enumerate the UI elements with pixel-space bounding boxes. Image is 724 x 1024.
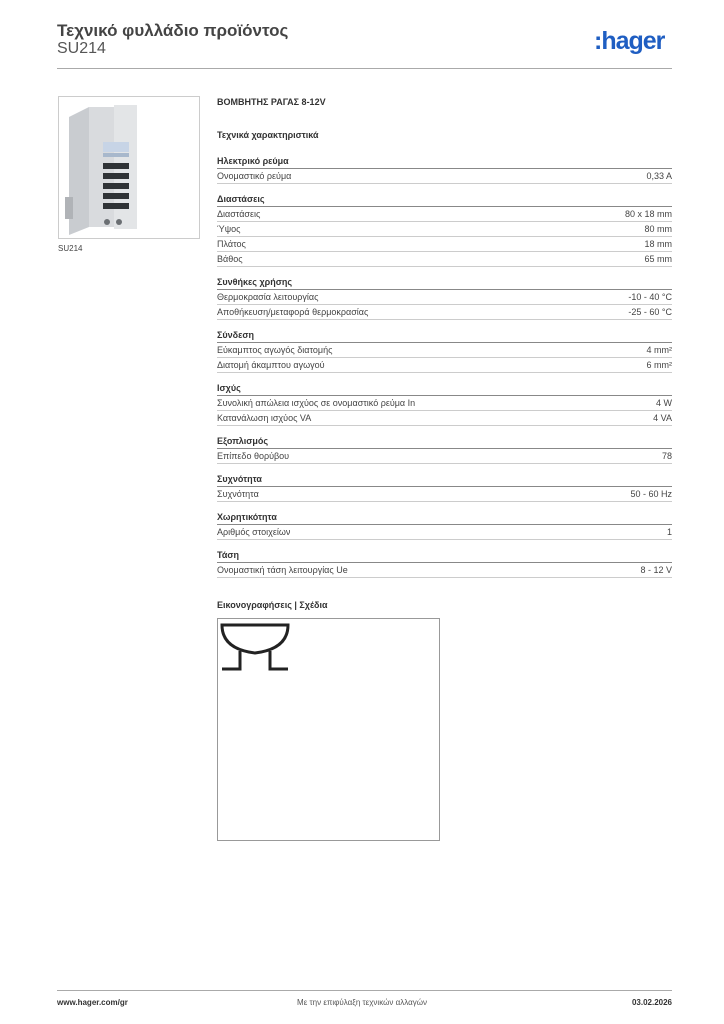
spec-section <box>217 275 672 320</box>
spec-label: Συχνότητα <box>217 489 259 499</box>
footer-website-link[interactable]: www.hager.com/gr <box>57 998 128 1007</box>
image-caption: SU214 <box>58 244 83 253</box>
spec-section-heading: Ηλεκτρικό ρεύμα <box>217 154 672 169</box>
spec-row <box>217 305 672 320</box>
spec-value: -10 - 40 °C <box>628 292 672 302</box>
spec-label: Πλάτος <box>217 239 246 249</box>
spec-label: Θερμοκρασία λειτουργίας <box>217 292 319 302</box>
spec-row <box>217 563 672 578</box>
spec-value: 80 mm <box>644 224 672 234</box>
product-code: SU214 <box>57 40 106 57</box>
spec-value: 1 <box>666 527 672 537</box>
spec-row <box>217 252 672 267</box>
spec-label: Ονομαστικό ρεύμα <box>217 171 292 181</box>
spec-section <box>217 472 672 502</box>
spec-section-heading: Ισχύς <box>217 381 672 396</box>
spec-section <box>217 510 672 540</box>
spec-section <box>217 328 672 373</box>
spec-section <box>217 434 672 464</box>
spec-row <box>217 290 672 305</box>
hager-logo: :hager <box>594 27 665 55</box>
bell-symbol-icon <box>218 619 439 840</box>
spec-label: Βάθος <box>217 254 243 264</box>
spec-row <box>217 343 672 358</box>
technical-characteristics-title: Τεχνικά χαρακτηριστικά <box>217 130 319 140</box>
spec-label: Εύκαμπτος αγωγός διατομής <box>217 345 333 355</box>
spec-row <box>217 169 672 184</box>
footer-divider <box>57 990 672 991</box>
spec-label: Αποθήκευση/μεταφορά θερμοκρασίας <box>217 307 369 317</box>
spec-section-heading: Διαστάσεις <box>217 192 672 207</box>
spec-section <box>217 381 672 426</box>
page-title: Τεχνικό φυλλάδιο προϊόντος <box>57 21 289 40</box>
drawing-box <box>217 618 440 841</box>
spec-section-heading: Συνθήκες χρήσης <box>217 275 672 290</box>
spec-section <box>217 548 672 578</box>
spec-value: 4 W <box>655 398 672 408</box>
spec-section-heading: Σύνδεση <box>217 328 672 343</box>
spec-label: Διατομή άκαμπτου αγωγού <box>217 360 325 370</box>
spec-section-heading: Χωρητικότητα <box>217 510 672 525</box>
din-rail-module-icon <box>59 97 199 238</box>
spec-section <box>217 154 672 184</box>
spec-list <box>217 154 672 586</box>
product-name: ΒΟΜΒΗΤΗΣ ΡΑΓΑΣ 8-12V <box>217 97 326 107</box>
spec-row <box>217 525 672 540</box>
spec-row <box>217 396 672 411</box>
spec-value: 8 - 12 V <box>640 565 672 575</box>
spec-row <box>217 487 672 502</box>
spec-value: 4 VA <box>653 413 672 423</box>
spec-label: Ύψος <box>217 224 241 234</box>
spec-row <box>217 237 672 252</box>
spec-label: Διαστάσεις <box>217 209 261 219</box>
spec-label: Κατανάλωση ισχύος VA <box>217 413 312 423</box>
footer-disclaimer: Με την επιφύλαξη τεχνικών αλλαγών <box>297 998 427 1007</box>
spec-row <box>217 449 672 464</box>
spec-row <box>217 358 672 373</box>
spec-value: 50 - 60 Hz <box>630 489 672 499</box>
spec-value: 78 <box>661 451 672 461</box>
spec-row <box>217 207 672 222</box>
spec-value: 6 mm² <box>646 360 672 370</box>
spec-value: 80 x 18 mm <box>624 209 672 219</box>
drawings-title: Εικονογραφήσεις | Σχέδια <box>217 600 328 610</box>
spec-label: Αριθμός στοιχείων <box>217 527 291 537</box>
spec-label: Ονομαστική τάση λειτουργίας Ue <box>217 565 348 575</box>
spec-label: Συνολική απώλεια ισχύος σε ονομαστικό ρεύμα In <box>217 398 416 408</box>
spec-section <box>217 192 672 267</box>
spec-section-heading: Συχνότητα <box>217 472 672 487</box>
spec-section-heading: Εξοπλισμός <box>217 434 672 449</box>
spec-value: -25 - 60 °C <box>628 307 672 317</box>
spec-row <box>217 411 672 426</box>
footer-date: 03.02.2026 <box>631 998 672 1007</box>
spec-value: 4 mm² <box>646 345 672 355</box>
spec-value: 65 mm <box>644 254 672 264</box>
header-divider <box>57 68 672 69</box>
spec-row <box>217 222 672 237</box>
spec-section-heading: Τάση <box>217 548 672 563</box>
spec-value: 18 mm <box>644 239 672 249</box>
spec-label: Επίπεδο θορύβου <box>217 451 290 461</box>
product-image <box>58 96 200 239</box>
spec-value: 0,33 A <box>646 171 672 181</box>
